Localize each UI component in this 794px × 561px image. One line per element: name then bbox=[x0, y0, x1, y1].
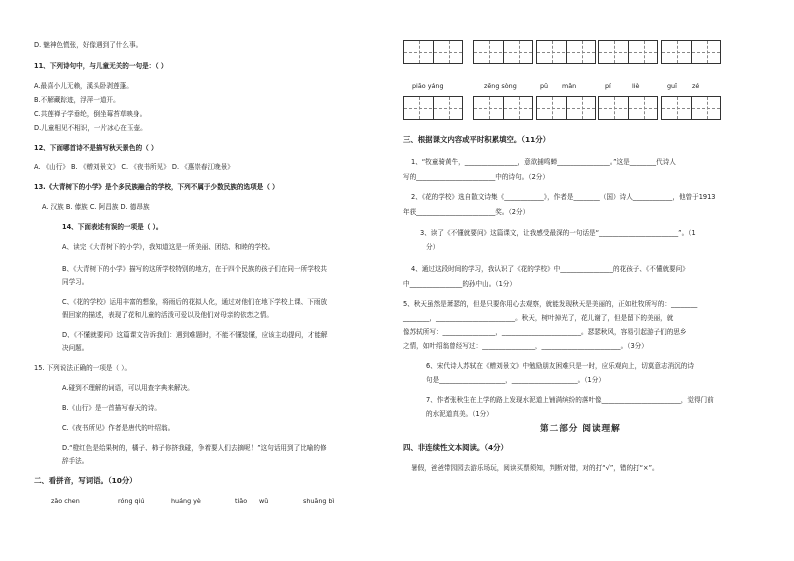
pinyin-label: zé bbox=[692, 82, 700, 90]
option-line: D. 魅神色慌张，好像遇到了什么事。 bbox=[34, 41, 143, 49]
fill-line: 的水泥道真美。（1分） bbox=[426, 410, 493, 418]
section-4-heading: 四、非连续性文本阅读。（4分） bbox=[403, 443, 508, 452]
option-line: 假回家的描述，表现了花和儿童的活泼可爱以及他们对母亲的依恋之情。 bbox=[62, 311, 273, 319]
option-line: C、《花的学校》运用丰富的想象，将雨后的花拟人化，通过对他们在地下学校上课、下雨放 bbox=[62, 298, 328, 306]
writing-grid[interactable] bbox=[661, 40, 721, 64]
pinyin-label: róng qiú bbox=[118, 497, 145, 505]
fill-line: 中________________的孙中山。（1分） bbox=[403, 280, 516, 288]
writing-grid[interactable] bbox=[536, 96, 596, 120]
fill-line: 6、宋代诗人苏轼在《赠刘景文》中勉励朋友困难只是一时，应乐观向上，切莫意志消沉的诗 bbox=[426, 362, 694, 370]
option-line: D.“橙红色是给果树的，橘子、柿子你挤我碰，争着要人们去摘呢！”这句话用到了比喻的修 bbox=[62, 444, 327, 452]
option-line: A. 《山行》 B. 《赠刘景文》 C. 《夜书所见》 D. 《惠崇春江晚景》 bbox=[34, 163, 234, 171]
fill-line: ________，________________________。秋天，树叶掉光了，花儿谢了，但是留下的美丽，就 bbox=[403, 314, 674, 322]
option-line: 同学习。 bbox=[62, 278, 89, 286]
fill-line: 年获________________________奖。（2分） bbox=[403, 208, 530, 216]
option-line: D、《不懂就要问》这篇课文告诉我们：遇到难题时，不能不懂装懂，应该主动提问，才能解 bbox=[62, 331, 328, 339]
fill-line: 写的________________________中的诗句。（2分） bbox=[403, 173, 549, 181]
question-14: 14、下面表述有误的一项是（ ）。 bbox=[62, 223, 163, 231]
writing-grid[interactable] bbox=[403, 96, 463, 120]
pinyin-label: zǎo chen bbox=[51, 497, 80, 505]
writing-grid[interactable] bbox=[598, 40, 658, 64]
pinyin-label: piāo yáng bbox=[412, 82, 444, 90]
pinyin-label: shuāng bì bbox=[303, 497, 335, 505]
question-13: 13.《大青树下的小学》是个多民族融合的学校，下列不属于少数民族的选项是（ ） bbox=[34, 183, 279, 191]
pinyin-label: pí bbox=[605, 82, 611, 90]
writing-grid[interactable] bbox=[598, 96, 658, 120]
question-12: 12、下面哪首诗不是描写秋天景色的（ ） bbox=[34, 144, 158, 152]
writing-grid[interactable] bbox=[661, 96, 721, 120]
pinyin-label: wǔ bbox=[259, 497, 269, 505]
section-2-heading: 二、看拼音，写词语。（10分） bbox=[34, 476, 137, 485]
reading-instruction: 暑假，爸爸带园园去游乐场玩，阅读买票须知，判断对错，对的打“√”，错的打“×”。 bbox=[411, 464, 659, 472]
option-line: A.碰到不理解的词语，可以用查字典来解决。 bbox=[62, 384, 194, 392]
fill-line: 句是____________________，____________________。（1分） bbox=[426, 376, 605, 384]
pinyin-label: tiǎo bbox=[235, 497, 248, 505]
option-line: B.《山行》是一首描写春天的诗。 bbox=[62, 404, 161, 412]
option-line: D.儿童相见不相识，一片冰心在玉壶。 bbox=[34, 124, 147, 132]
pinyin-label: liè bbox=[632, 82, 640, 90]
option-line: C.共莲禅子学垂纶，倒坐莓苔草映身。 bbox=[34, 110, 147, 118]
pinyin-label: zēng sòng bbox=[484, 82, 517, 90]
pinyin-label: huáng yè bbox=[171, 497, 201, 505]
fill-line: 7、作者张秋生在上学的路上发现水泥道上铺满缤纷的落叶像________________________，觉得门前 bbox=[426, 396, 714, 404]
option-line: A、读完《大青树下的小学》，我知道这是一所美丽、团结、和睦的学校。 bbox=[62, 243, 275, 251]
question-15: 15. 下列说法正确的一项是（ ）。 bbox=[34, 364, 132, 372]
part-2-heading: 第二部分 阅读理解 bbox=[540, 424, 621, 434]
option-line: A.最喜小儿无赖，溪头卧剥莲蓬。 bbox=[34, 82, 133, 90]
option-line: B、《大青树下的小学》描写的这所学校特别的地方，在于四个民族的孩子们在同一所学校共 bbox=[62, 265, 327, 273]
writing-grid[interactable] bbox=[473, 40, 533, 64]
pinyin-label: pū bbox=[540, 82, 549, 90]
option-line: 决问题。 bbox=[62, 344, 89, 352]
option-line: 辞手法。 bbox=[62, 457, 89, 465]
writing-grid[interactable] bbox=[403, 40, 463, 64]
fill-line: 2、《花的学校》选自散文诗集《____________》，作者是________（国）诗人____________，他曾于1913 bbox=[411, 193, 716, 201]
fill-line: 像苏轼所写：________________，________________________。瑟瑟秋风，容易引起游子们的思乡 bbox=[403, 328, 687, 336]
option-line: C.《夜书所见》作者是唐代的叶绍翁。 bbox=[62, 424, 175, 432]
option-line: A. 汉族 B. 傣族 C. 阿昌族 D. 德昂族 bbox=[42, 203, 150, 211]
fill-line: 1、“牧童骑黄牛，________________，意欲捕鸣蝉________________。”这是________代诗人 bbox=[411, 158, 676, 166]
pinyin-label: guī bbox=[667, 82, 677, 90]
option-line: B.不解藏踪迹，浮萍一道开。 bbox=[34, 96, 120, 104]
writing-grid[interactable] bbox=[536, 40, 596, 64]
question-11: 11、下列诗句中，与儿童无关的一句是：（ ） bbox=[34, 62, 168, 70]
section-3-heading: 三、根据课文内容或平时积累填空。（11分） bbox=[403, 135, 551, 144]
pinyin-label: mǎn bbox=[562, 82, 577, 90]
fill-line: 之情，如叶绍翁曾经写过：________________，________________________。（3分） bbox=[403, 342, 648, 350]
fill-line: 5、秋天虽然是萧瑟的，但是只要你用心去观察，就能发现秋天是美丽的，正如杜牧所写的：________ bbox=[403, 300, 698, 308]
fill-line: 分） bbox=[426, 243, 440, 251]
fill-line: 3、读了《不懂就要问》这篇课文，让我感受最深的一句话是“________________________”。（1 bbox=[420, 229, 696, 237]
writing-grid[interactable] bbox=[473, 96, 533, 120]
fill-line: 4、通过这段时间的学习，我认识了《花的学校》中________________的花孩子、《不懂就要问》 bbox=[411, 265, 689, 273]
